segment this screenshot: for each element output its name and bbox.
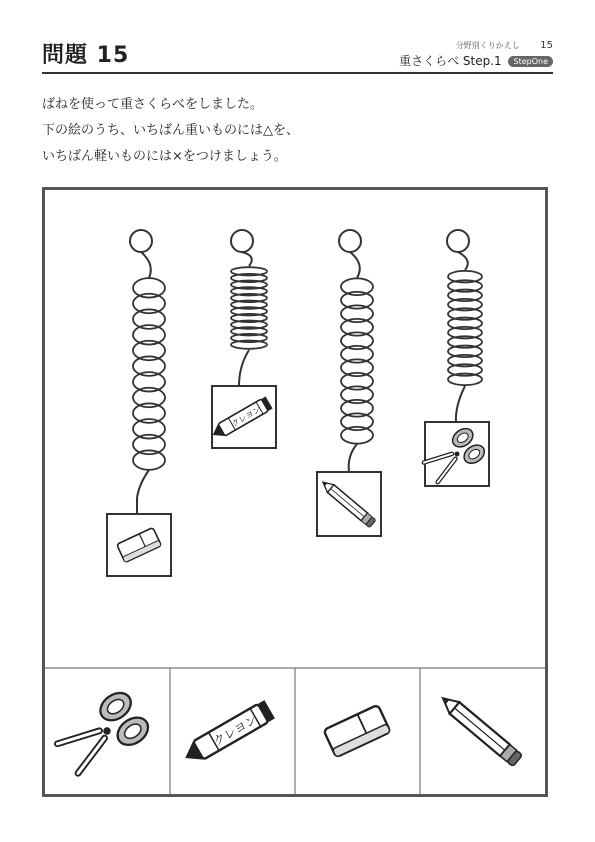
instruction-line-2: 下の絵のうち、いちばん重いものには△を、 (42, 123, 299, 138)
page-number: 15 (540, 40, 553, 51)
header-rule (42, 72, 553, 74)
spring-eraser (107, 230, 171, 576)
header-info (399, 40, 553, 69)
spring-scissors (420, 230, 489, 487)
spring-pencil (317, 230, 381, 536)
answer-pencil[interactable] (438, 692, 522, 766)
stepone-badge: StepOne (508, 56, 553, 67)
instructions (42, 92, 299, 170)
instruction-line-1: ばねを使って重さくらべをしました。 (42, 97, 264, 112)
answer-scissors[interactable] (52, 687, 153, 780)
answer-crayon[interactable] (180, 700, 275, 767)
answer-eraser[interactable] (323, 705, 390, 758)
instruction-line-3: いちばん軽いものには×をつけましょう。 (42, 149, 287, 164)
spring-crayon (209, 230, 276, 448)
category-label: 分野別くりかえし (455, 41, 520, 50)
page-title: 問題 15 (42, 43, 130, 68)
figure-svg: クレヨン (45, 190, 545, 794)
subtitle: 重さくらべ Step.1 (399, 54, 502, 68)
question-frame (31, 177, 548, 797)
